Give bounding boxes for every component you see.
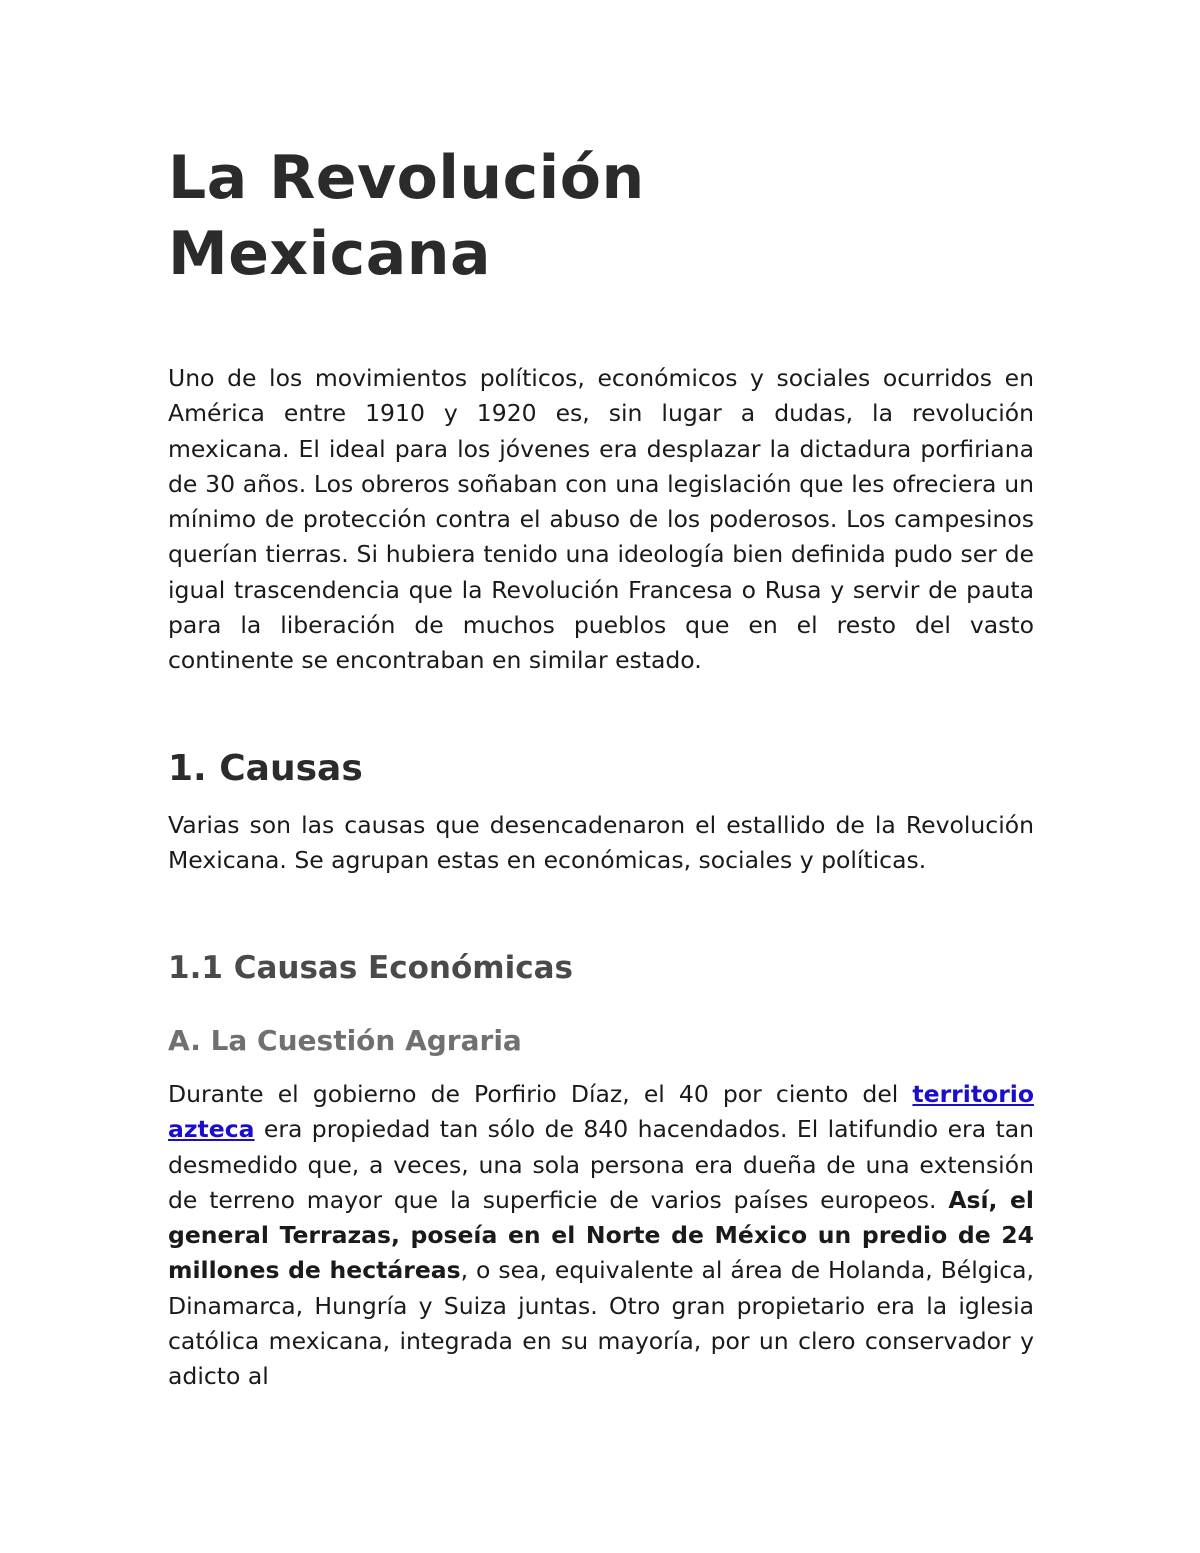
title-line-1: La Revolución xyxy=(168,143,645,213)
section-a-heading: A. La Cuestión Agraria xyxy=(168,1024,522,1057)
section-a-text-3: , o sea, equivalente al área de Holanda, Bélgica, Dinamarca, Hungría y Suiza juntas. Otro gran propietario era la iglesia católica mexicana, integrada en su mayoría, por un clero conservador y adicto al xyxy=(168,1256,1035,1391)
title-line-2: Mexicana xyxy=(168,219,491,289)
section-a-paragraph xyxy=(168,1077,1034,1395)
section-1-heading: 1. Causas xyxy=(168,748,363,789)
document-title xyxy=(168,140,1034,292)
section-a-text-1: Durante el gobierno de Porfirio Díaz, el 40 por ciento del xyxy=(168,1080,913,1108)
section-1-1-heading: 1.1 Causas Económicas xyxy=(168,950,573,986)
section-1-paragraph: Varias son las causas que desencadenaron el estallido de la Revolución Mexicana. Se agrupan estas en económicas, sociales y políticas. xyxy=(168,811,1034,875)
territorio-azteca-link[interactable]: territorio azteca xyxy=(168,1080,1034,1144)
section-a-text-2: era propiedad tan sólo de 840 hacendados. El latifundio era tan desmedido que, a veces, una sola persona era dueña de una extensión de terreno mayor que la superficie de varios países europeos. xyxy=(168,1115,1034,1214)
section-a-bold-text: Así, el general Terrazas, poseía en el Norte de México un predio de 24 millones de hectáreas xyxy=(168,1185,1034,1285)
intro-paragraph: Uno de los movimientos políticos, económicos y sociales ocurridos en América entre 1910 y 1920 es, sin lugar a dudas, la revolución mexicana. El ideal para los jóvenes era desplazar la dictadura porfiriana de 30 años. Los obreros soñaban con una legislación que les ofreciera un mínimo de protección contra el abuso de los poderosos. Los campesinos querían tierras. Si hubiera tenido una ideología bien definida pudo ser de igual trascendencia que la Revolución Francesa o Rusa y servir de pauta para la liberación de muchos pueblos que en el resto del vasto continente se encontraban en similar estado. xyxy=(168,364,1034,675)
